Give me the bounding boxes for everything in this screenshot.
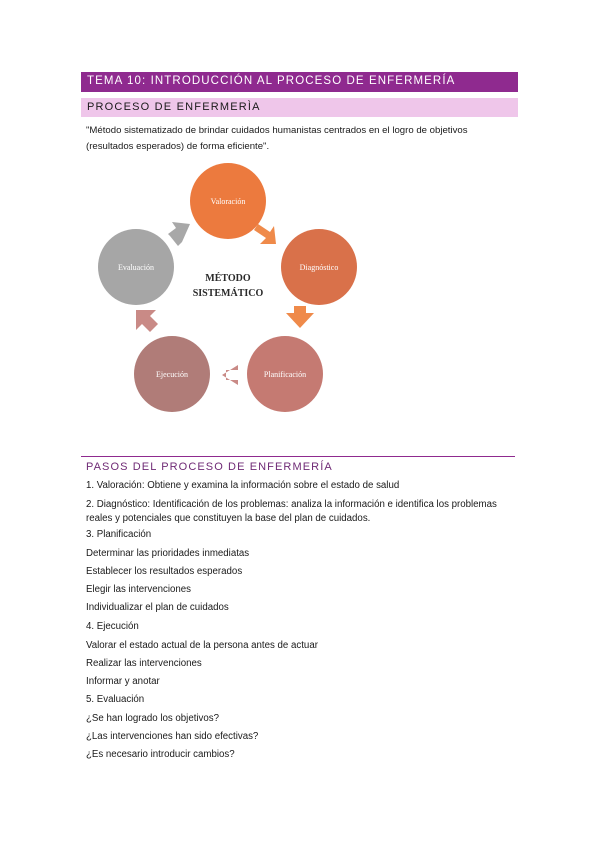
node-label-evaluacion: Evaluación — [118, 263, 154, 272]
step-line: 5. Evaluación — [86, 694, 145, 705]
step-line: 4. Ejecución — [86, 621, 139, 632]
steps-section-title: PASOS DEL PROCESO DE ENFERMERÍA — [86, 461, 333, 473]
section-divider — [81, 456, 515, 457]
step-line: Informar y anotar — [86, 676, 160, 687]
step-line: 3. Planificación — [86, 529, 152, 540]
step-line: Realizar las intervenciones — [86, 658, 202, 669]
arrow-diagnostico-to-planificacion — [286, 306, 314, 328]
step-line: Determinar las prioridades inmediatas — [86, 548, 250, 559]
step-line: ¿Es necesario introducir cambios? — [86, 749, 235, 760]
title-banner — [81, 72, 518, 92]
step-line: ¿Se han logrado los objetivos? — [86, 713, 220, 724]
node-label-ejecucion: Ejecución — [156, 370, 188, 379]
arrow-evaluacion-to-valoracion — [168, 222, 190, 246]
section-header — [81, 98, 518, 117]
arrow-ejecucion-to-evaluacion — [136, 310, 158, 332]
page-title: TEMA 10: INTRODUCCIÓN AL PROCESO DE ENFERMERÍA — [87, 75, 456, 87]
diagram-center-line1: MÉTODO — [205, 273, 251, 284]
section-header-label: PROCESO DE ENFERMERÌA — [87, 101, 261, 113]
node-label-valoracion: Valoración — [210, 197, 246, 206]
step-line: 1. Valoración: Obtiene y examina la información sobre el estado de salud — [86, 480, 400, 491]
node-label-planificacion: Planificación — [263, 370, 307, 379]
step-line: Valorar el estado actual de la persona antes de actuar — [86, 640, 318, 651]
arrow-valoracion-to-diagnostico — [254, 224, 276, 244]
diagram-center-line2: SISTEMÁTICO — [192, 288, 264, 299]
node-label-diagnostico: Diagnóstico — [299, 263, 339, 272]
step-line: ¿Las intervenciones han sido efectivas? — [86, 731, 259, 742]
definition-quote: "Método sistematizado de brindar cuidados humanistas centrados en el logro de objetivos (resultados esperados) de forma eficiente". — [86, 125, 468, 152]
arrow-planificacion-to-ejecucion — [222, 365, 238, 385]
step-line: Elegir las intervenciones — [86, 584, 192, 595]
step-line: Establecer los resultados esperados — [86, 566, 243, 577]
cycle-diagram — [88, 156, 368, 418]
step-line: 2. Diagnóstico: Identificación de los problemas: analiza la información e identifica los problemas reales y potenciales que constituyen la base del plan de cuidados. — [86, 499, 497, 524]
step-line: Individualizar el plan de cuidados — [86, 602, 229, 613]
